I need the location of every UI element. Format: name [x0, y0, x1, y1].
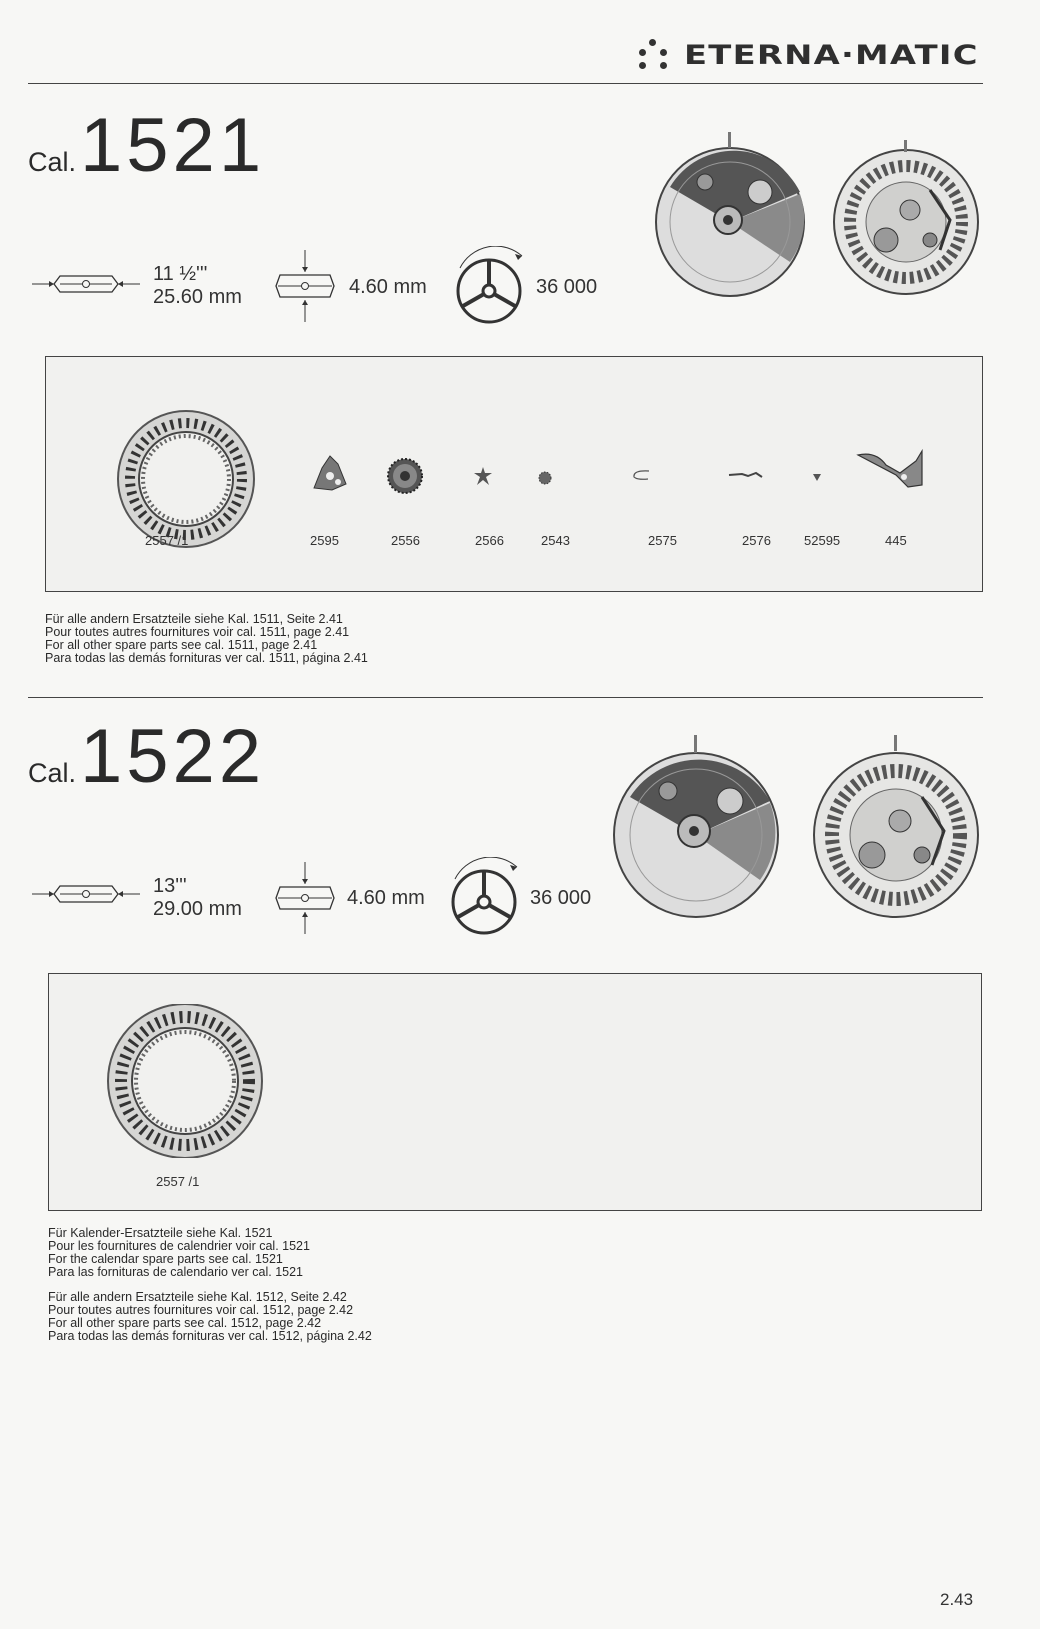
note-line: Für alle andern Ersatzteile siehe Kal. 1512, Seite 2.42	[48, 1290, 347, 1304]
small-wheel-icon	[538, 471, 552, 485]
diameter-lignes: 11 ½'''	[153, 263, 208, 285]
spare-parts-note-1522	[48, 1291, 372, 1343]
movement-back-photo-1521	[650, 132, 810, 298]
frequency-spec: 36 000	[536, 276, 598, 298]
brand-logo-icon	[636, 38, 670, 72]
cal-prefix: Cal.	[28, 147, 77, 177]
part-number: 2557 /1	[156, 1174, 200, 1189]
height-spec: 4.60 mm	[347, 887, 425, 909]
part-number: 2575	[648, 533, 677, 548]
calendar-parts-note-1522	[48, 1227, 310, 1279]
diameter-lignes: 13'''	[153, 875, 187, 897]
note-line: Pour toutes autres fournitures voir cal. 1511, page 2.41	[45, 625, 350, 639]
toothed-wheel-icon	[386, 457, 424, 495]
diameter-mm: 25.60 mm	[153, 286, 242, 308]
date-ring-icon	[104, 1004, 266, 1158]
section-divider	[28, 697, 983, 698]
balance-wheel-icon	[452, 246, 528, 326]
movement-dial-photo-1522	[808, 735, 984, 920]
note-line: For all other spare parts see cal. 1511, page 2.41	[45, 638, 318, 652]
part-number: 52595	[804, 533, 841, 548]
calibre-title-1522	[28, 714, 266, 799]
part-number: 2557 /1	[145, 533, 189, 548]
diameter-spec	[153, 875, 242, 921]
screw-icon	[812, 472, 822, 482]
height-spec: 4.60 mm	[349, 276, 427, 298]
spare-parts-note-1521	[45, 613, 368, 665]
note-line: Para todas las demás fornituras ver cal. 1512, página 2.42	[48, 1329, 372, 1343]
part-number: 2566	[475, 533, 504, 548]
movement-back-photo-1522	[610, 735, 782, 920]
part-number: 2556	[391, 533, 420, 548]
diameter-spec	[153, 263, 242, 309]
cal-prefix: Cal.	[28, 758, 77, 788]
parts-panel-1521	[45, 356, 983, 592]
pin-part-icon	[728, 469, 764, 481]
diameter-icon	[32, 270, 140, 298]
movement-dial-photo-1521	[830, 140, 982, 298]
note-line: Para las fornituras de calendario ver cal. 1521	[48, 1265, 304, 1279]
note-line: For all other spare parts see cal. 1512, page 2.42	[48, 1316, 322, 1330]
note-line: Pour les fournitures de calendrier voir cal. 1521	[48, 1239, 310, 1253]
balance-wheel-icon	[447, 857, 523, 937]
diameter-mm: 29.00 mm	[153, 898, 242, 920]
note-line: Pour toutes autres fournitures voir cal. 1512, page 2.42	[48, 1303, 354, 1317]
part-number: 2543	[541, 533, 570, 548]
note-line: Für Kalender-Ersatzteile siehe Kal. 1521	[48, 1226, 273, 1240]
lever-spring-icon	[856, 445, 926, 489]
star-wheel-icon	[474, 467, 492, 485]
note-line: Para todas las demás fornituras ver cal. 1511, página 2.41	[45, 651, 368, 665]
height-icon	[274, 250, 336, 322]
top-divider	[28, 83, 983, 84]
part-number: 445	[885, 533, 907, 548]
diameter-icon	[32, 880, 140, 908]
parts-panel-1522	[48, 973, 982, 1211]
brand-header	[636, 38, 979, 72]
date-ring-icon	[106, 409, 268, 549]
cal-number: 1522	[80, 714, 266, 799]
page-number: 2.43	[940, 1590, 974, 1609]
frequency-spec: 36 000	[530, 887, 592, 909]
cal-number: 1521	[80, 103, 266, 188]
part-number: 2576	[742, 533, 771, 548]
calibre-title-1521	[28, 103, 266, 188]
lever-part-icon	[308, 454, 350, 492]
part-number: 2595	[310, 533, 339, 548]
spring-icon	[631, 468, 651, 482]
note-line: Für alle andern Ersatzteile siehe Kal. 1511, Seite 2.41	[45, 612, 343, 626]
brand-name: ETERNA·MATIC	[684, 39, 979, 71]
note-line: For the calendar spare parts see cal. 1521	[48, 1252, 283, 1266]
height-icon	[274, 862, 336, 934]
